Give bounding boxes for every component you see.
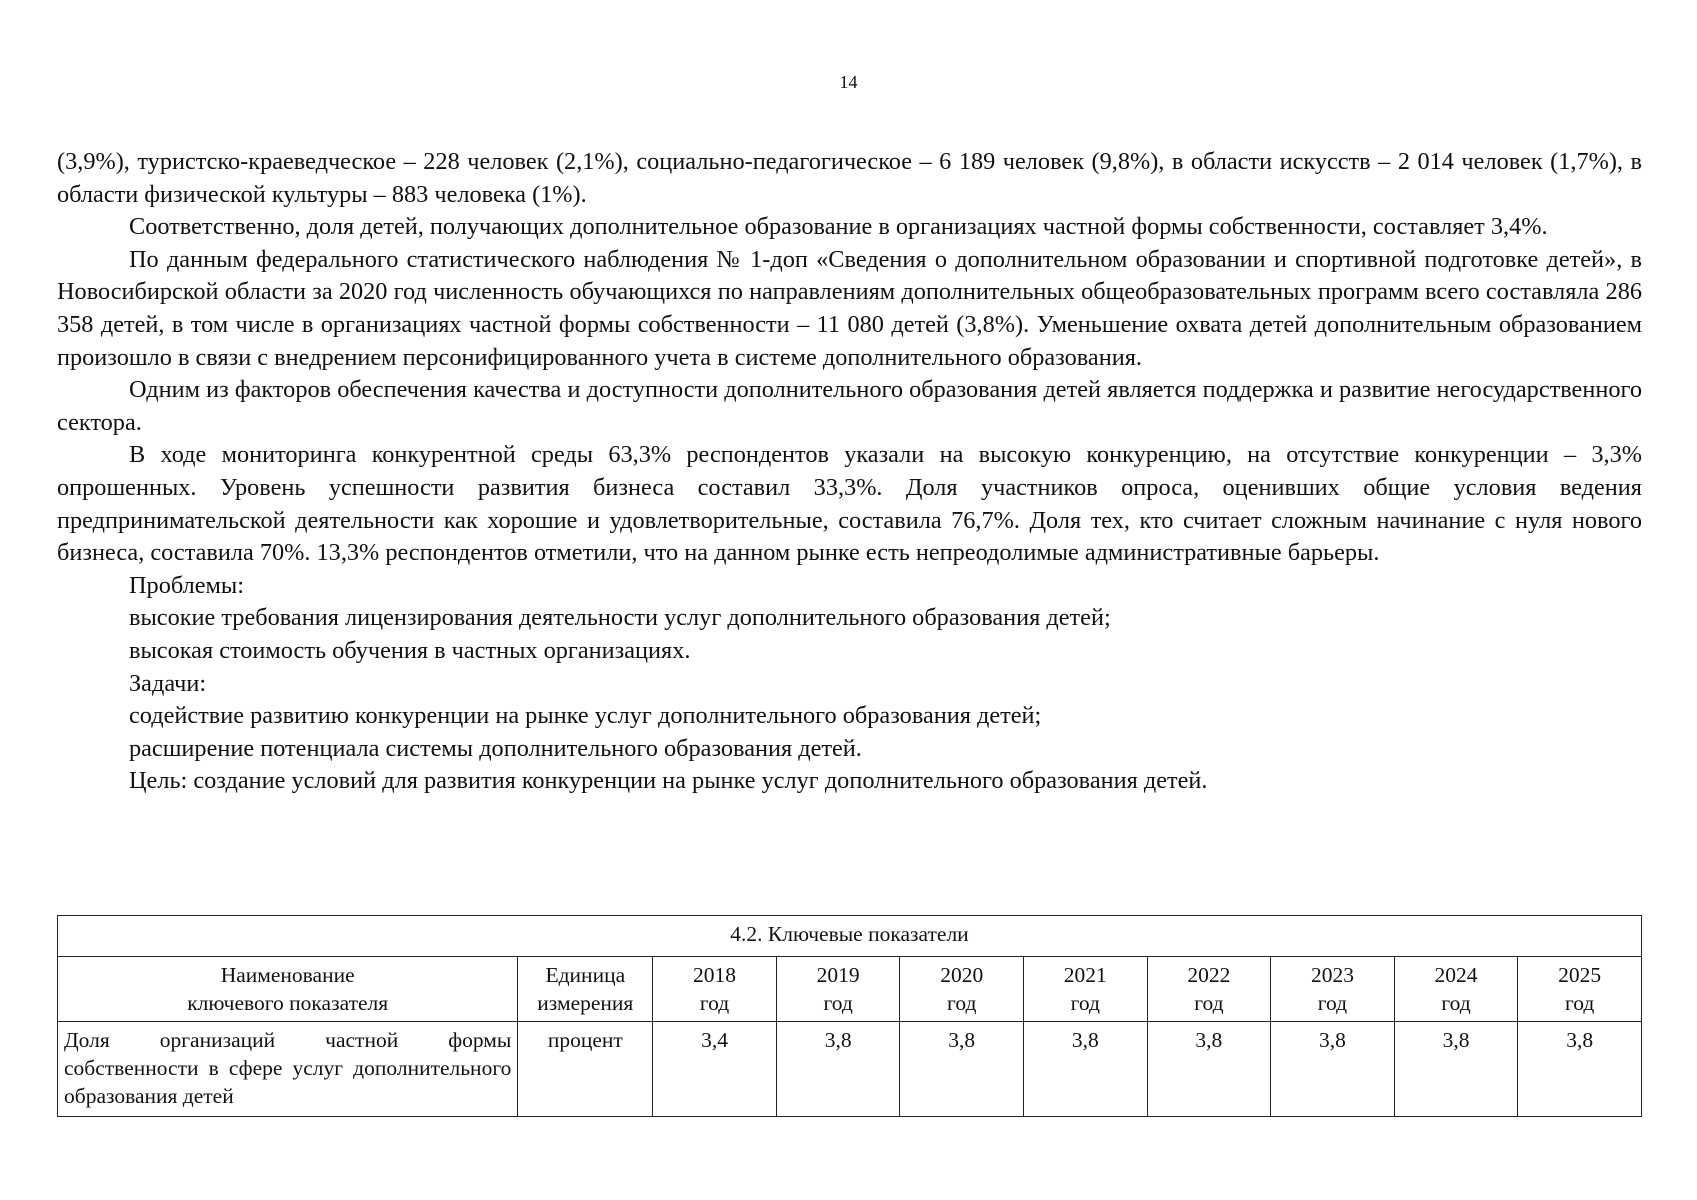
table-header-row — [58, 957, 1642, 1022]
header-text: Единица — [545, 963, 626, 987]
header-year-2018 — [653, 957, 777, 1022]
header-indicator-name — [58, 957, 518, 1022]
tasks-heading: Задачи: — [129, 669, 207, 697]
task-item: расширение потенциала системы дополнительного образования детей. — [129, 734, 862, 762]
value-cell-2025: 3,8 — [1518, 1022, 1642, 1117]
value-cell-2022: 3,8 — [1147, 1022, 1271, 1117]
paragraph-monitoring: В ходе мониторинга конкурентной среды 63,3% респондентов указали на высокую конкуренцию, на отсутствие конкуренции – 3,3% опрошенных. Уровень успешности развития бизнеса составил 33,3%. Доля участников опроса, оценивших общие условия ведения предпринимательской деятельности как хорошие и удовлетворительные, составила 76,7%. Доля тех, кто считает сложным начинание с нуля нового бизнеса, составила 70%. 13,3% респондентов отметили, что на данном рынке есть непреодолимые административные барьеры. — [57, 441, 1642, 567]
header-year-suffix: год — [823, 991, 853, 1015]
paragraph-factors: Одним из факторов обеспечения качества и доступности дополнительного образования детей является поддержка и развитие негосударственного сектора. — [57, 376, 1642, 436]
value-cell-2023: 3,8 — [1271, 1022, 1395, 1117]
table-title: 4.2. Ключевые показатели — [58, 916, 1642, 957]
header-year-2021 — [1024, 957, 1148, 1022]
header-year: 2020 — [940, 963, 984, 987]
header-text: Наименование — [220, 963, 355, 987]
header-text: измерения — [537, 991, 634, 1015]
task-item: содействие развитию конкуренции на рынке услуг дополнительного образования детей; — [129, 702, 1042, 730]
header-year-suffix: год — [1070, 991, 1100, 1015]
header-year-2020 — [900, 957, 1024, 1022]
header-year-suffix: год — [947, 991, 977, 1015]
value-cell-2019: 3,8 — [776, 1022, 900, 1117]
header-year: 2022 — [1187, 963, 1231, 987]
problem-item: высокие требования лицензирования деятельности услуг дополнительного образования детей; — [129, 604, 1111, 632]
value-cell-2018: 3,4 — [653, 1022, 777, 1117]
header-year-suffix: год — [1564, 991, 1595, 1015]
paragraph-share-private: Соответственно, доля детей, получающих дополнительное образование в организациях частной формы собственности, составляет 3,4%. — [129, 213, 1548, 241]
header-year: 2019 — [816, 963, 860, 987]
header-year-2024 — [1394, 957, 1518, 1022]
header-year: 2025 — [1558, 963, 1602, 987]
goal-line: Цель: создание условий для развития конкуренции на рынке услуг дополнительного образования детей. — [129, 767, 1208, 795]
header-year-2019 — [776, 957, 900, 1022]
header-year-suffix: год — [1194, 991, 1224, 1015]
page-number: 14 — [839, 72, 858, 92]
header-year: 2018 — [693, 963, 737, 987]
table-row — [58, 1022, 1642, 1117]
header-unit — [518, 957, 653, 1022]
value-cell-2021: 3,8 — [1024, 1022, 1148, 1117]
value-cell-2024: 3,8 — [1394, 1022, 1518, 1117]
document-body — [57, 146, 1642, 798]
header-text: ключевого показателя — [187, 991, 389, 1015]
header-year-suffix: год — [1317, 991, 1348, 1015]
header-year: 2024 — [1434, 963, 1478, 987]
indicator-name-cell: Доля организаций частной формы собственности в сфере услуг дополнительного образования детей — [58, 1022, 518, 1117]
problem-item: высокая стоимость обучения в частных организациях. — [129, 636, 691, 664]
header-year-2025 — [1518, 957, 1642, 1022]
unit-cell: процент — [518, 1022, 653, 1117]
header-year-suffix: год — [1441, 991, 1471, 1015]
problems-heading: Проблемы: — [129, 571, 244, 599]
key-indicators-table — [57, 915, 1642, 1117]
header-year-2022 — [1147, 957, 1271, 1022]
header-year: 2021 — [1063, 963, 1107, 987]
header-year-suffix: год — [699, 991, 730, 1015]
table-title-row — [58, 916, 1642, 957]
paragraph-statistics: По данным федерального статистического наблюдения № 1-доп «Сведения о дополнительном образовании и спортивной подготовке детей», в Новосибирской области за 2020 год численность обучающихся по направлениям дополнительных общеобразовательных программ всего составляла 286 358 детей, в том числе в организациях частной формы собственности – 11 080 детей (3,8%). Уменьшение охвата детей дополнительным образованием произошло в связи с внедрением персонифицированного учета в системе дополнительного образования. — [57, 245, 1642, 371]
header-year: 2023 — [1310, 963, 1354, 987]
paragraph-continuation: (3,9%), туристско-краеведческое – 228 человек (2,1%), социально-педагогическое – 6 189 человек (9,8%), в области искусств – 2 014 человек (1,7%), в области физической культуры – 883 человека (1%). — [57, 148, 1642, 208]
value-cell-2020: 3,8 — [900, 1022, 1024, 1117]
header-year-2023 — [1271, 957, 1395, 1022]
